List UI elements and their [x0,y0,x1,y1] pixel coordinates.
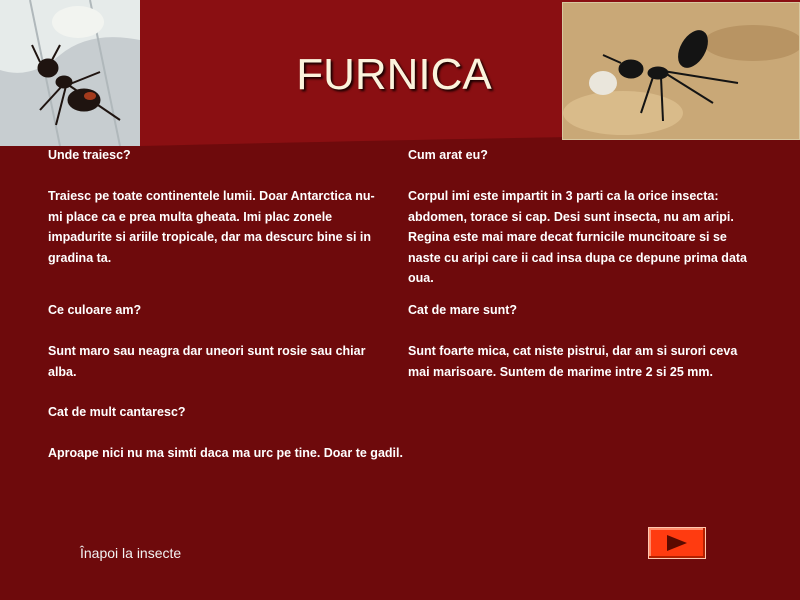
section-answer: Sunt foarte mica, cat niste pistrui, dar am si surori ceva mai marisoare. Suntem de marime intre 2 si 25 mm. [408,344,738,379]
section-answer: Corpul imi este impartit in 3 parti ca la orice insecta: abdomen, torace si cap. Desi sunt insecta, nu am aripi. Regina este mai mare decat furnicile muncitoare si se naste cu aripi care ii cad insa dupa ce depune prima data oua. [408,189,748,285]
section-cum-arat [408,145,758,289]
section-question: Cum arat eu? [408,148,488,162]
back-to-insects-link[interactable]: Înapoi la insecte [80,545,182,561]
section-question: Ce culoare am? [48,303,142,317]
section-answer: Aproape nici nu ma simti daca ma urc pe tine. Doar te gadil. [48,446,403,460]
section-question: Cat de mult cantaresc? [48,405,186,419]
section-question: Unde traiesc? [48,148,131,162]
section-culoare [48,300,388,382]
section-unde-traiesc [48,145,388,268]
section-question: Cat de mare sunt? [408,303,518,317]
section-answer: Sunt maro sau neagra dar uneori sunt rosie sau chiar alba. [48,344,366,379]
section-answer: Traiesc pe toate continentele lumii. Doar Antarctica nu-mi place ca e prea multa gheata. Imi plac zonele impadurite si ariile tropicale, dar ma descurc bine si in gradina ta. [48,189,375,265]
section-marime [408,300,758,382]
slide-title: FURNICA [296,50,492,99]
section-greutate [48,402,468,464]
play-arrow-icon [666,534,688,552]
next-slide-button[interactable] [648,527,706,559]
